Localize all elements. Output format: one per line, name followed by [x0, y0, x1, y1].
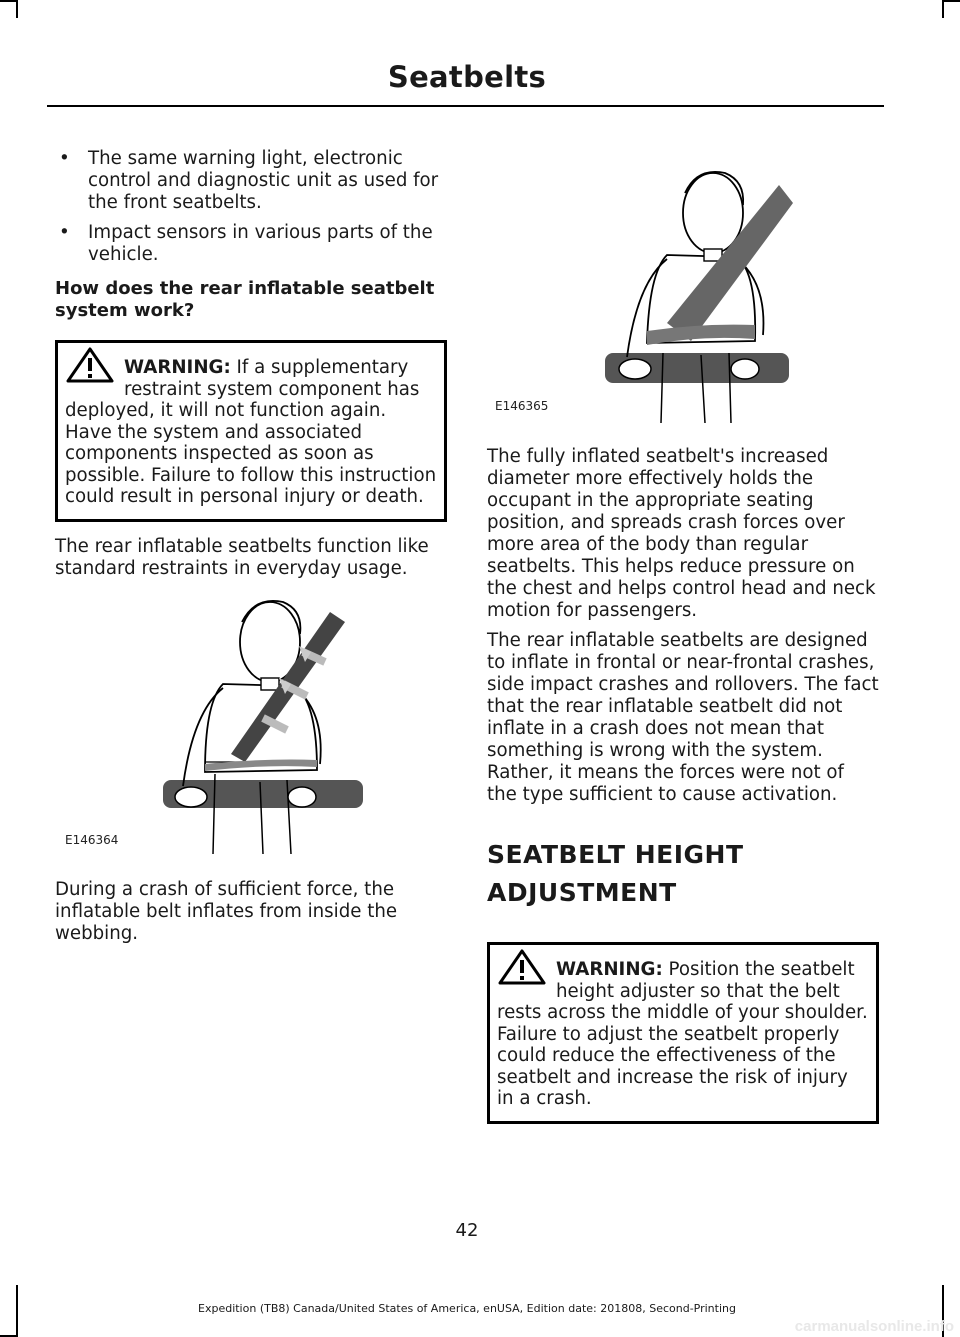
crop-mark [942, 0, 944, 18]
warning-triangle-icon [494, 947, 550, 987]
warning-label: WARNING: [556, 959, 663, 980]
warning-text: If a supplementary restraint system component has deployed, it will not function again. Have the system and associated components inspected as soon as possible. Failure to follow this instruction could result in personal injury or death. [65, 357, 437, 507]
header-rule [47, 105, 884, 107]
warning-box [55, 340, 447, 522]
bullet-list [55, 148, 447, 266]
watermark: carmanualsonline.info [794, 1318, 954, 1335]
paragraph: The rear inflatable seatbelts function like standard restraints in everyday usage. [55, 535, 429, 579]
figure-id: E146365 [495, 399, 549, 413]
list-item: • The same warning light, electronic control and diagnostic unit as used for the front seatbelts. [59, 148, 439, 213]
list-item: • Impact sensors in various parts of the vehicle. [59, 222, 433, 265]
section-heading: SEATBELT HEIGHT [487, 840, 744, 869]
edition-footer: Expedition (TB8) Canada/United States of America, enUSA, Edition date: 201808, Second-Printing [198, 1302, 736, 1315]
figure-seatbelt-inflated [487, 163, 879, 425]
warning-box [487, 942, 879, 1124]
section-subheading: How does the rear inflatable seatbelt system work? [55, 278, 435, 321]
crop-mark [942, 0, 960, 2]
page-title: Seatbelts [387, 60, 547, 94]
warning-label: WARNING: [124, 357, 231, 378]
page-number: 42 [455, 1220, 479, 1241]
figure-id: E146364 [65, 832, 119, 847]
child-seatbelt-illustration [55, 592, 447, 857]
warning-triangle-icon [62, 345, 118, 385]
child-inflated-seatbelt-illustration [487, 163, 879, 425]
crop-mark [16, 0, 18, 18]
paragraph: During a crash of sufficient force, the inflatable belt inflates from inside the webbing. [55, 878, 398, 944]
paragraph: The fully inflated seatbelt's increased diameter more effectively holds the occupant in the appropriate seating position, and spreads crash forces over more area of the body than regular seatbelts. This helps reduce pressure on the chest and helps control head and neck motion for passengers. [487, 446, 876, 621]
left-column [55, 148, 447, 945]
warning-text: Position the seatbelt height adjuster so that the belt rests across the middle of your shoulder. Failure to adjust the seatbelt properly could reduce the effectiveness of the seatbelt and increase the risk of injury in a crash. [497, 959, 868, 1109]
right-column [487, 163, 879, 1124]
paragraph: The rear inflatable seatbelts are designed to inflate in frontal or near-frontal crashes, side impact crashes and rollovers. The fact that the rear inflatable seatbelt did not inflate in a crash does not mean that something is wrong with the system. Rather, it means the forces were not of the type sufficient to cause activation. [487, 630, 879, 805]
figure-seatbelt-inflating [55, 592, 447, 857]
section-heading: ADJUSTMENT [487, 878, 677, 907]
